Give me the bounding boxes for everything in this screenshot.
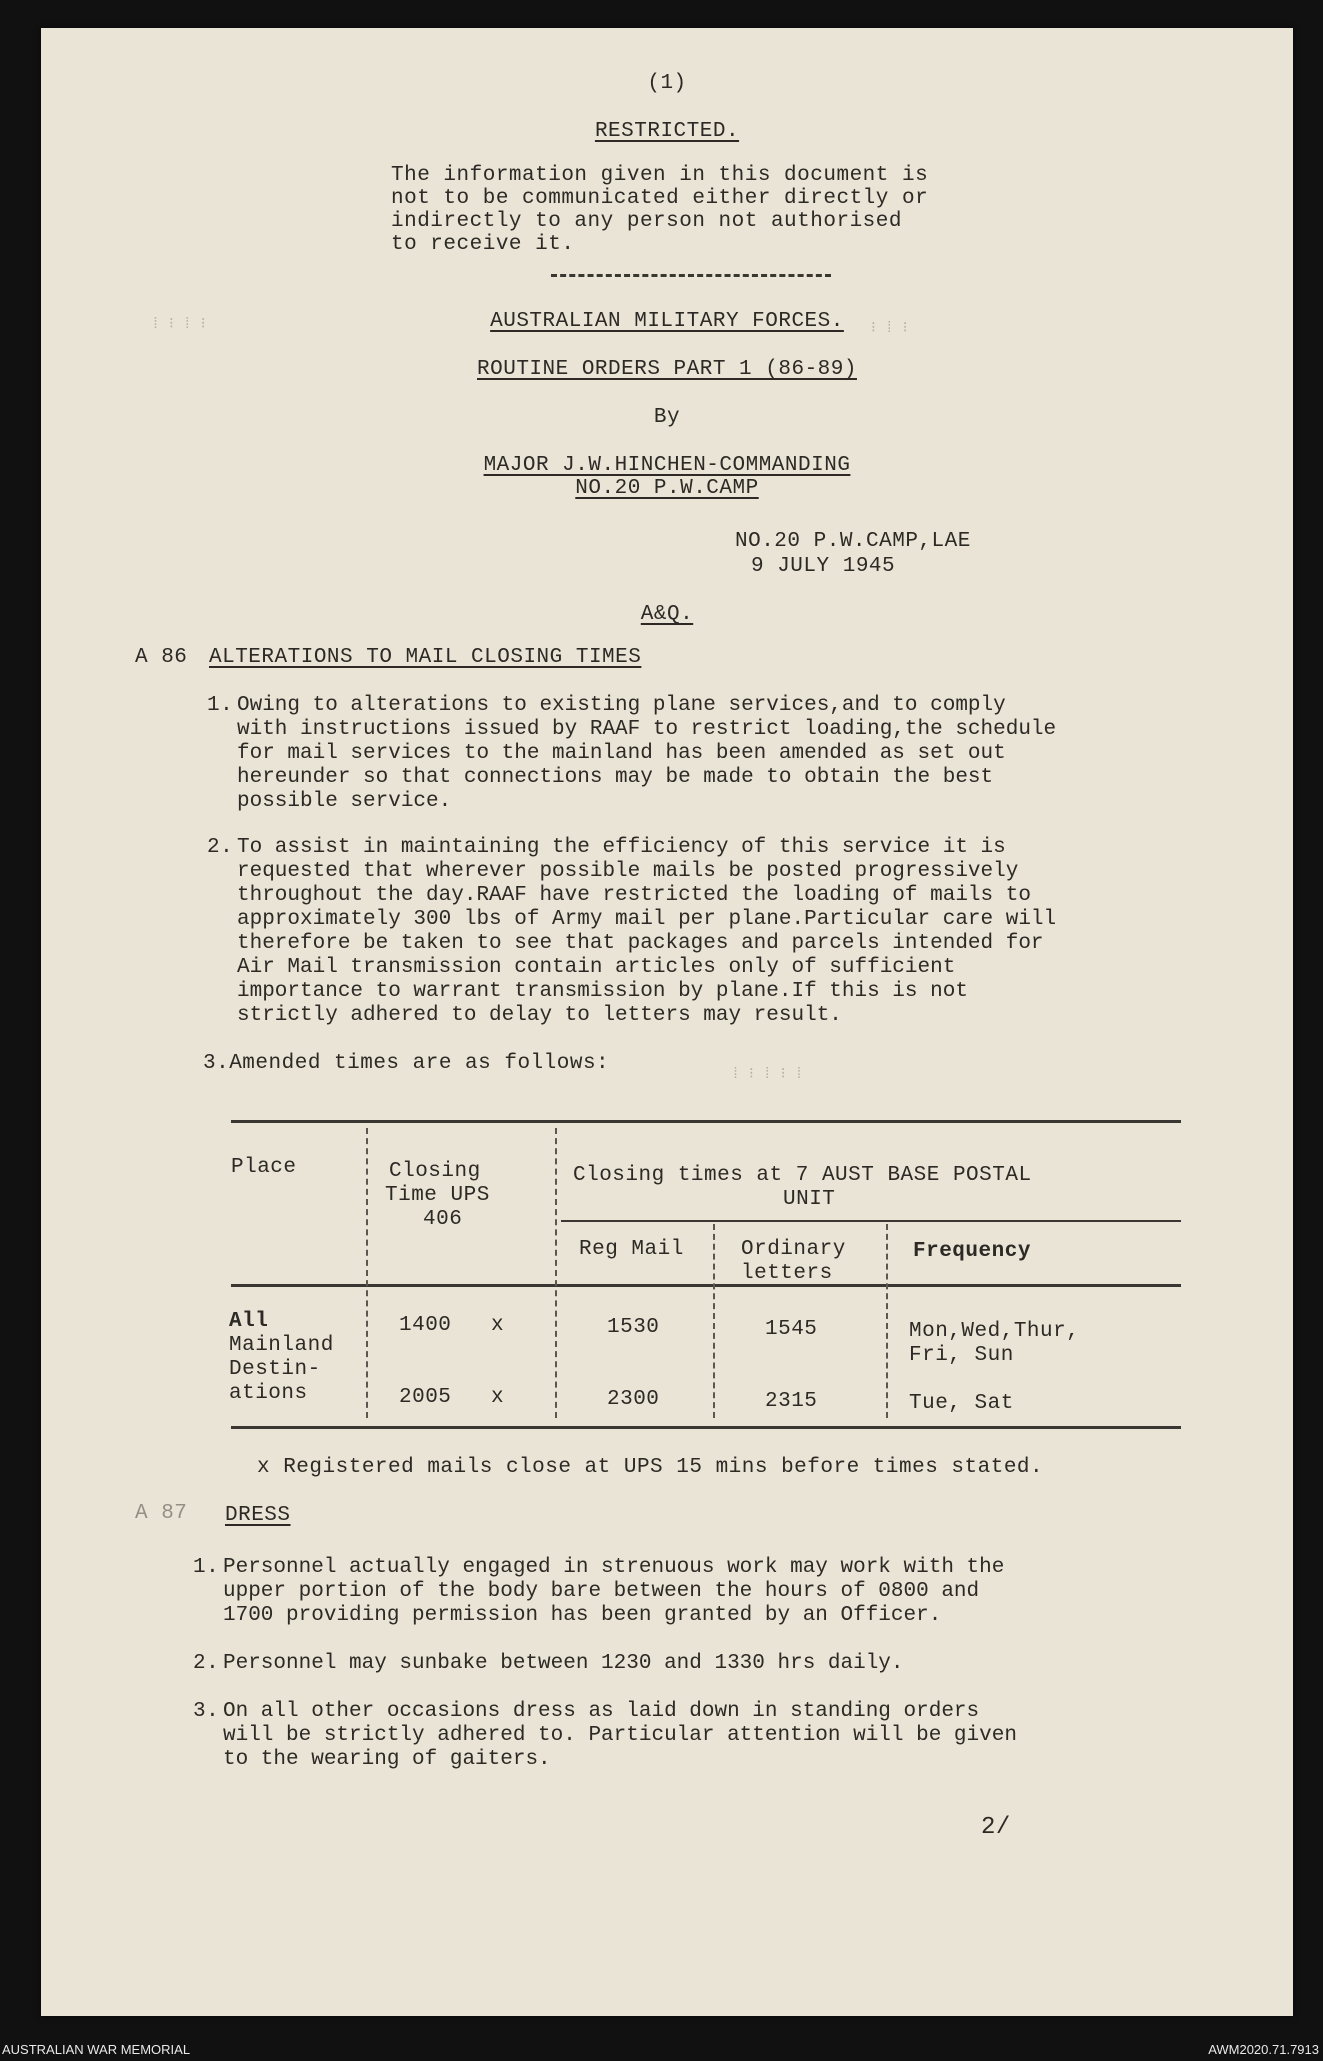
by-label: By bbox=[653, 406, 681, 429]
item-number: 1. bbox=[193, 1556, 220, 1579]
text-line: strictly adhered to delay to letters may result. bbox=[237, 1004, 842, 1027]
order-heading: DRESS bbox=[225, 1504, 291, 1527]
order-number: A 87 bbox=[135, 1502, 188, 1525]
item-number: 2. bbox=[193, 1652, 220, 1675]
paragraph-3: 3.Amended times are as follows: bbox=[203, 1052, 610, 1075]
table-rule bbox=[561, 1220, 1181, 1222]
place-cell: All bbox=[229, 1310, 269, 1333]
header-frequency: Frequency bbox=[913, 1240, 1031, 1263]
registered-mark: x bbox=[491, 1386, 505, 1409]
reg-mail-time: 1530 bbox=[607, 1316, 660, 1339]
notice-line: indirectly to any person not authorised bbox=[391, 210, 902, 233]
paragraph-number: 1. bbox=[207, 694, 234, 717]
header-closing: Time UPS bbox=[385, 1184, 490, 1207]
place-cell: Mainland bbox=[229, 1334, 334, 1357]
ink-smudge: ⁞ ⁝ ⁞ ⁝ bbox=[151, 316, 206, 333]
text-line: to the wearing of gaiters. bbox=[223, 1748, 551, 1771]
page-number: (1) bbox=[647, 72, 687, 95]
frequency: Tue, Sat bbox=[909, 1392, 1014, 1415]
order-number: A 86 bbox=[135, 646, 188, 669]
text-line: requested that wherever possible mails be posted progressively bbox=[237, 860, 1019, 883]
section-heading: A&Q. bbox=[640, 603, 694, 626]
closing-time: 2005 bbox=[399, 1386, 452, 1409]
footer-source: AUSTRALIAN WAR MEMORIAL bbox=[2, 2042, 191, 2057]
header-reg-mail: Reg Mail bbox=[579, 1238, 684, 1261]
text-line: will be strictly adhered to. Particular attention will be given bbox=[223, 1724, 1017, 1747]
table-footnote: x Registered mails close at UPS 15 mins before times stated. bbox=[257, 1456, 1044, 1479]
text-line: therefore be taken to see that packages and parcels intended for bbox=[237, 932, 1044, 955]
header-place: Place bbox=[231, 1156, 297, 1179]
registered-mark: x bbox=[491, 1314, 505, 1337]
column-separator bbox=[886, 1224, 888, 1418]
text-line: importance to warrant transmission by plane.If this is not bbox=[237, 980, 968, 1003]
paragraph-number: 2. bbox=[207, 836, 234, 859]
item-number: 3. bbox=[193, 1700, 220, 1723]
date: 9 JULY 1945 bbox=[751, 555, 896, 578]
text-line: Personnel may sunbake between 1230 and 1330 hrs daily. bbox=[223, 1652, 904, 1675]
text-line: Personnel actually engaged in strenuous work may work with the bbox=[223, 1556, 1005, 1579]
header-base-postal: UNIT bbox=[783, 1188, 836, 1211]
restricted-label: RESTRICTED. bbox=[594, 120, 740, 143]
location: NO.20 P.W.CAMP,LAE bbox=[735, 530, 971, 553]
text-line: throughout the day.RAAF have restricted the loading of mails to bbox=[237, 884, 1031, 907]
ordinary-time: 1545 bbox=[765, 1318, 818, 1341]
text-line: On all other occasions dress as laid down in standing orders bbox=[223, 1700, 980, 1723]
closing-time: 1400 bbox=[399, 1314, 452, 1337]
divider bbox=[551, 274, 831, 277]
text-line: To assist in maintaining the efficiency of this service it is bbox=[237, 836, 1006, 859]
title-routine-orders: ROUTINE ORDERS PART 1 (86-89) bbox=[477, 358, 857, 381]
place-cell: Destin- bbox=[229, 1358, 321, 1381]
header-ordinary: letters bbox=[741, 1262, 833, 1285]
table-rule bbox=[231, 1120, 1181, 1123]
frequency: Mon,Wed,Thur, bbox=[909, 1320, 1080, 1343]
order-heading: ALTERATIONS TO MAIL CLOSING TIMES bbox=[209, 646, 642, 669]
camp-name: NO.20 P.W.CAMP bbox=[575, 477, 759, 500]
text-line: approximately 300 lbs of Army mail per plane.Particular care will bbox=[237, 908, 1057, 931]
ink-smudge: ⁝ ⁞ ⁝ bbox=[871, 320, 908, 337]
notice-line: to receive it. bbox=[391, 233, 575, 256]
notice-line: not to be communicated either directly or bbox=[391, 187, 929, 210]
text-line: upper portion of the body bare between the hours of 0800 and bbox=[223, 1580, 980, 1603]
title-forces: AUSTRALIAN MILITARY FORCES. bbox=[490, 310, 844, 333]
reg-mail-time: 2300 bbox=[607, 1388, 660, 1411]
table-rule bbox=[231, 1284, 1181, 1287]
text-line: hereunder so that connections may be made to obtain the best bbox=[237, 766, 994, 789]
place-cell: ations bbox=[229, 1382, 308, 1405]
text-line: Owing to alterations to existing plane services,and to comply bbox=[237, 694, 1006, 717]
ink-smudge: ⁞ ⁝ ⁞ ⁝ ⁞ bbox=[731, 1066, 804, 1083]
frequency: Fri, Sun bbox=[909, 1344, 1014, 1367]
text-line: possible service. bbox=[237, 790, 452, 813]
column-separator bbox=[366, 1128, 368, 1418]
column-separator bbox=[555, 1128, 557, 1418]
text-line: 1700 providing permission has been granted by an Officer. bbox=[223, 1604, 942, 1627]
header-ordinary: Ordinary bbox=[741, 1238, 846, 1261]
header-closing: 406 bbox=[423, 1208, 463, 1231]
notice-line: The information given in this document is bbox=[391, 164, 929, 187]
text-line: Air Mail transmission contain articles only of sufficient bbox=[237, 956, 956, 979]
text-line: with instructions issued by RAAF to restrict loading,the schedule bbox=[237, 718, 1057, 741]
continuation-marker: 2/ bbox=[981, 1814, 1011, 1841]
header-closing: Closing bbox=[389, 1160, 481, 1183]
ordinary-time: 2315 bbox=[765, 1390, 818, 1413]
text-line: for mail services to the mainland has been amended as set out bbox=[237, 742, 1006, 765]
column-separator bbox=[713, 1224, 715, 1418]
table-rule bbox=[231, 1426, 1181, 1429]
document-page bbox=[41, 28, 1293, 2016]
header-base-postal: Closing times at 7 AUST BASE POSTAL bbox=[573, 1164, 1032, 1187]
commanding-officer: MAJOR J.W.HINCHEN-COMMANDING bbox=[483, 454, 851, 477]
footer-reference: AWM2020.71.7913 bbox=[1208, 2042, 1319, 2057]
